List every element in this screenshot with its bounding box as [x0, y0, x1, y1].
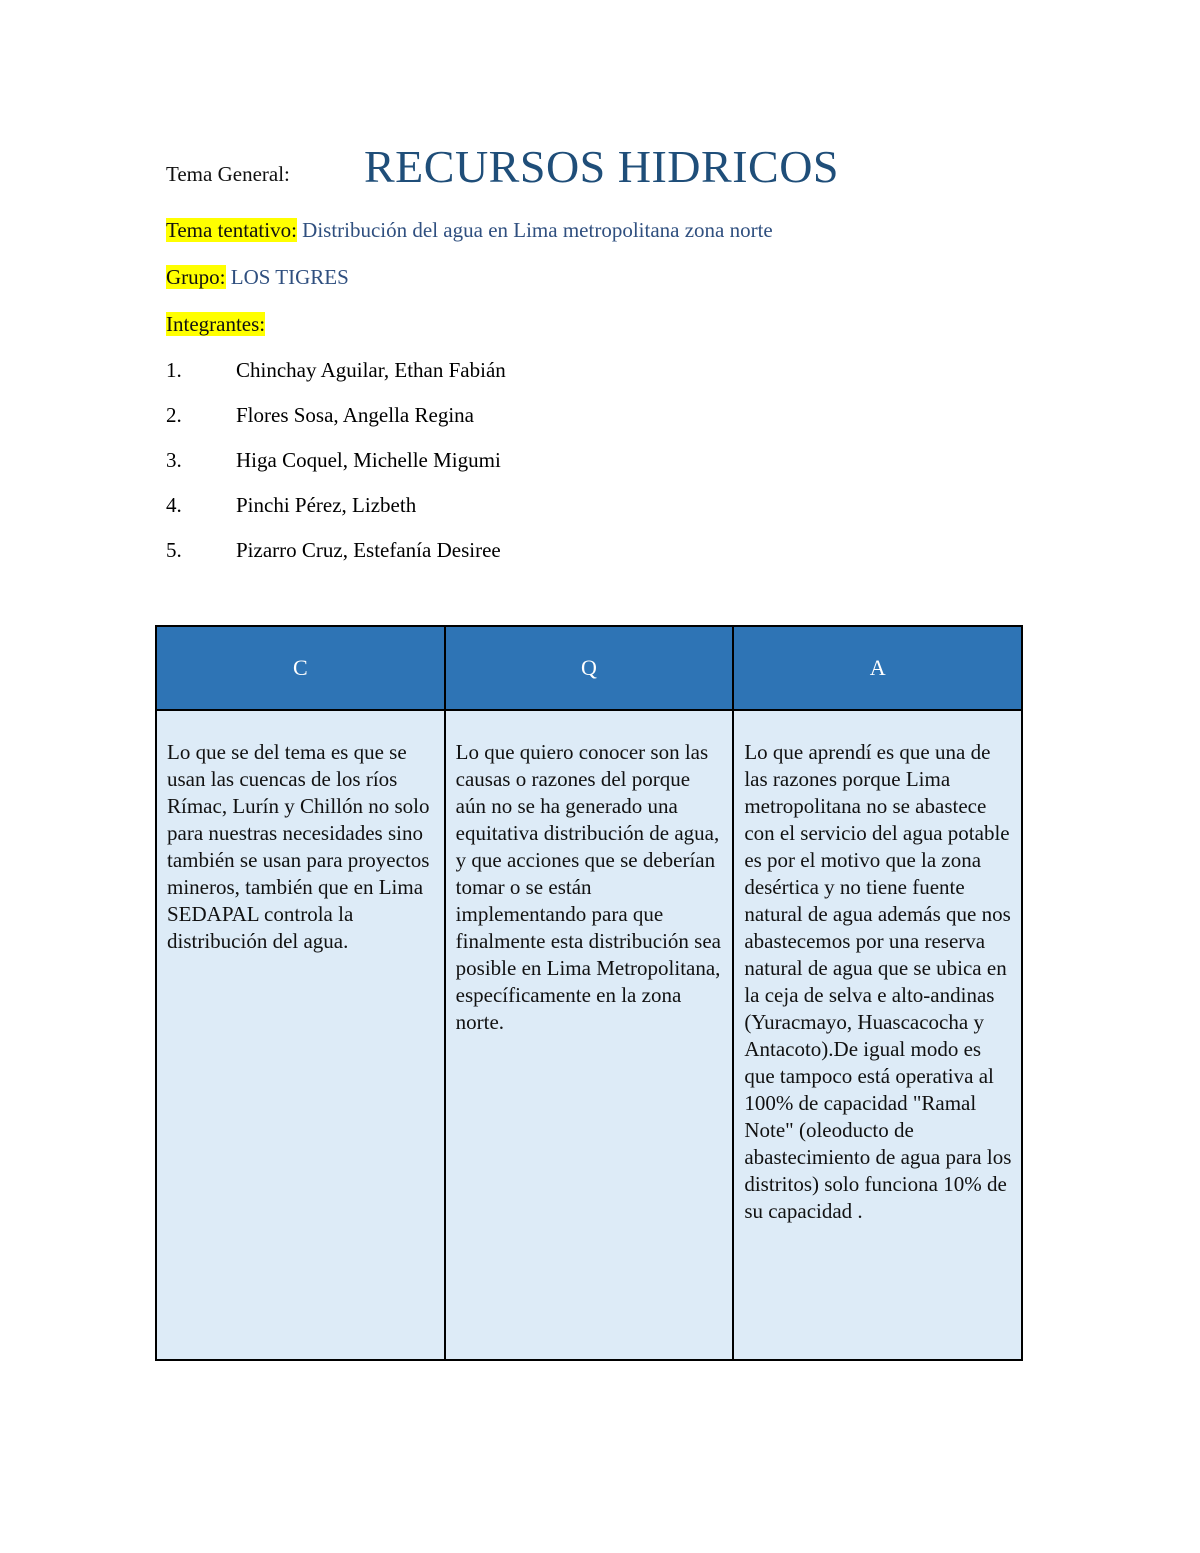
list-item-number: 1. [166, 358, 182, 382]
list-item-number: 3. [166, 448, 182, 472]
member-name: Pinchi Pérez, Lizbeth [236, 493, 417, 517]
list-item [166, 403, 866, 448]
tentative-topic-value: Distribución del agua en Lima metropolitana zona norte [302, 218, 773, 242]
cqa-table [155, 625, 1023, 1361]
table-header-row [156, 626, 1022, 710]
member-name: Chinchay Aguilar, Ethan Fabián [236, 358, 506, 382]
tentative-topic-line [166, 218, 773, 243]
list-item [166, 538, 866, 583]
list-item [166, 493, 866, 538]
column-header-q: Q [445, 626, 734, 710]
member-name: Higa Coquel, Michelle Migumi [236, 448, 501, 472]
list-item-number: 4. [166, 493, 182, 517]
header [166, 140, 1066, 210]
members-heading-line [166, 312, 265, 337]
list-item-number: 2. [166, 403, 182, 427]
member-name: Flores Sosa, Angella Regina [236, 403, 474, 427]
cell-c: Lo que se del tema es que se usan las cuencas de los ríos Rímac, Lurín y Chillón no solo para nuestras necesidades sino también se usan para proyectos mineros, también que en Lima SEDAPAL controla la distribución del agua. [156, 710, 445, 1360]
cell-a: Lo que aprendí es que una de las razones porque Lima metropolitana no se abastece con el servicio del agua potable es por el motivo que la zona desértica y no tiene fuente natural de agua además que nos abastecemos por una reserva natural de agua que se ubica en la ceja de selva e alto-andinas (Yuracmayo, Huascacocha y Antacoto).De igual modo es que tampoco está operativa al 100% de capacidad "Ramal Note" (oleoducto de abastecimiento de agua para los distritos) solo funciona 10% de su capacidad . [733, 710, 1022, 1360]
page-title: RECURSOS HIDRICOS [364, 141, 839, 192]
column-header-a: A [733, 626, 1022, 710]
tentative-topic-label: Tema tentativo: [166, 218, 297, 242]
members-list [166, 358, 866, 583]
column-header-c: C [156, 626, 445, 710]
list-item-number: 5. [166, 538, 182, 562]
member-name: Pizarro Cruz, Estefanía Desiree [236, 538, 501, 562]
list-item [166, 358, 866, 403]
group-line [166, 265, 349, 290]
members-label: Integrantes: [166, 312, 266, 336]
group-value: LOS TIGRES [230, 265, 349, 289]
group-label: Grupo: [166, 265, 226, 289]
list-item [166, 448, 866, 493]
general-topic-label: Tema General: [166, 162, 290, 186]
cell-q: Lo que quiero conocer son las causas o razones del porque aún no se ha generado una equitativa distribución de agua, y que acciones que se deberían tomar o se están implementando para que finalmente esta distribución sea posible en Lima Metropolitana, específicamente en la zona norte. [445, 710, 734, 1360]
table-row [156, 710, 1022, 1360]
